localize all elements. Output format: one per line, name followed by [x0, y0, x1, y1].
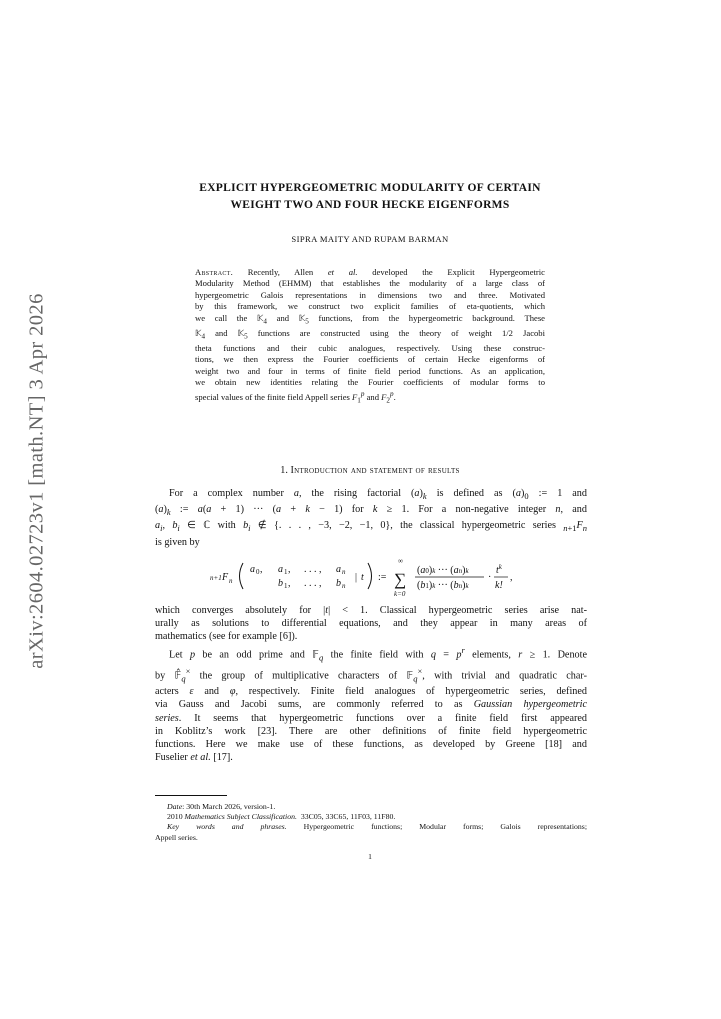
- svg-text:b: b: [278, 578, 283, 589]
- arxiv-identifier-stamp: arXiv:2604.02723v1 [math.NT] 3 Apr 2026: [25, 293, 48, 669]
- date-note: 30th March 2026, version-1.: [186, 802, 276, 811]
- svg-text:. . . ,: . . . ,: [304, 564, 322, 575]
- svg-text:1: 1: [284, 568, 288, 576]
- svg-text:∑: ∑: [394, 570, 407, 589]
- svg-text:|: |: [355, 572, 358, 583]
- svg-text:k!: k!: [495, 580, 503, 591]
- keywords-continued: Appell series.: [155, 832, 198, 842]
- hypergeometric-series-equation: [208, 553, 588, 599]
- svg-text:tk: $t^k$: [496, 563, 502, 576]
- svg-text:n+1: n+1: [210, 574, 222, 582]
- svg-text:n: n: [342, 582, 346, 590]
- svg-text:·: ·: [488, 572, 492, 583]
- svg-text:(b1)k ··· (bn)k: (b1)k ··· (bn)k: [417, 580, 469, 591]
- svg-text:k=0: k=0: [394, 590, 406, 598]
- footnotes: Date: 30th March 2026, version-1. 2010 Mathematics Subject Classification. 33C05, 33C65, 11F03, 11F80. Key words and phrases. Hypergeometric functions; Modular forms; Galois representations; Appell series.: [155, 802, 587, 842]
- svg-text:n: n: [342, 568, 346, 576]
- svg-text:n: n: [229, 577, 233, 585]
- svg-text:a: a: [336, 564, 341, 575]
- abstract-label: Abstract.: [195, 267, 234, 277]
- section-heading: 1. Introduction and statement of results: [280, 465, 460, 476]
- page-number: 1: [368, 852, 372, 861]
- svg-text:t: t: [361, 572, 364, 583]
- svg-text::=: :=: [378, 572, 387, 583]
- intro-paragraph-1: For a complex number a, the rising factorial $(a)_k$ is defined as $(a)_0$ := 1 and $(a)_k$ := a(a + 1) ··· (a + k − 1) for k ≥ 1. For a non-negative integer n, and $a_i$, $b_i$ ∈ ℂ with $b_i$ ∉ {. . . , −3, −2, −1, 0}, the classical hypergeometric series $_{n+1}F_n$ is given by: [155, 488, 588, 548]
- svg-text:,: ,: [510, 572, 513, 583]
- svg-text:0: 0: [256, 568, 260, 576]
- msc-codes: 33C05, 33C65, 11F03, 11F80.: [300, 812, 396, 822]
- intro-paragraph-2: which converges absolutely for |t| < 1. Classical hypergeometric series arise nat- urally as solutions to differential equations, and they appear in many areas of mathematics (see for example [6]).: [155, 605, 587, 643]
- paper-title: [150, 180, 590, 214]
- footnote-rule: [155, 795, 227, 796]
- svg-text:F: F: [222, 572, 229, 583]
- svg-text:a: a: [278, 564, 283, 575]
- svg-text:∞: ∞: [398, 557, 403, 565]
- title-line-1: EXPLICIT HYPERGEOMETRIC MODULARITY OF CERTAIN: [199, 182, 541, 194]
- svg-text:,: ,: [288, 564, 291, 575]
- svg-text:a: a: [250, 564, 255, 575]
- svg-text:,: ,: [288, 578, 291, 589]
- svg-text:. . . ,: . . . ,: [304, 578, 322, 589]
- intro-paragraph-3: Let p be an odd prime and 𝔽$_q$ the finite field with $q = p^r$ elements, r ≥ 1. Denote by $𝔽̂_q^\times$ the group of multiplicative characters of 𝔽$_q$×, with trivial and quadratic char- acters ε and φ, respectively. Finite field analogues of hypergeometric series, defined via Gauss and Jacobi sums, are commonly referred to as Gaussian hypergeometric series. It seems that hypergeometric functions over a finite field first appeared in Koblitz’s work [23]. There are other definitions of finite field hypergeometric functions. Here we make use of these functions, as developed by Greene [18] and Fuselier et al. [17].: [155, 645, 587, 764]
- authors: SIPRA MAITY AND RUPAM BARMAN: [291, 234, 449, 244]
- abstract: Abstract. Recently, Allen et al. developed the Explicit Hypergeometric Modularity Method (EHMM) that establishes the modularity of a large class of hypergeometric Galois representations in dimensions two and three. Motivated by this framework, we construct two explicit families of eta-quotients, which we call the 𝕂$_4$ and 𝕂$_5$ functions, from the hypergeometric background. These 𝕂$_4$ and 𝕂$_5$ functions are constructed using the theory of weight 1/2 Jacobi theta functions and their cubic analogues, respectively. Using these construc- tions, we then express the Fourier coefficients of certain Hecke eigenforms of weight two and four in terms of finite field period functions. As an application, we obtain new identities relating the Fourier coefficients of modular forms to special values of the finite field Appell series $F_1^p$ and $F_2^p$.: [195, 267, 545, 405]
- title-line-2: WEIGHT TWO AND FOUR HECKE EIGENFORMS: [230, 199, 510, 211]
- svg-text:,: ,: [260, 564, 263, 575]
- svg-text:b: b: [336, 578, 341, 589]
- svg-text:1: 1: [284, 582, 288, 590]
- keywords: Hypergeometric functions; Modular forms; Galois representations;: [303, 822, 587, 832]
- svg-text:(a0)k ··· (an)k: (a0)k ··· (an)k: [417, 565, 469, 576]
